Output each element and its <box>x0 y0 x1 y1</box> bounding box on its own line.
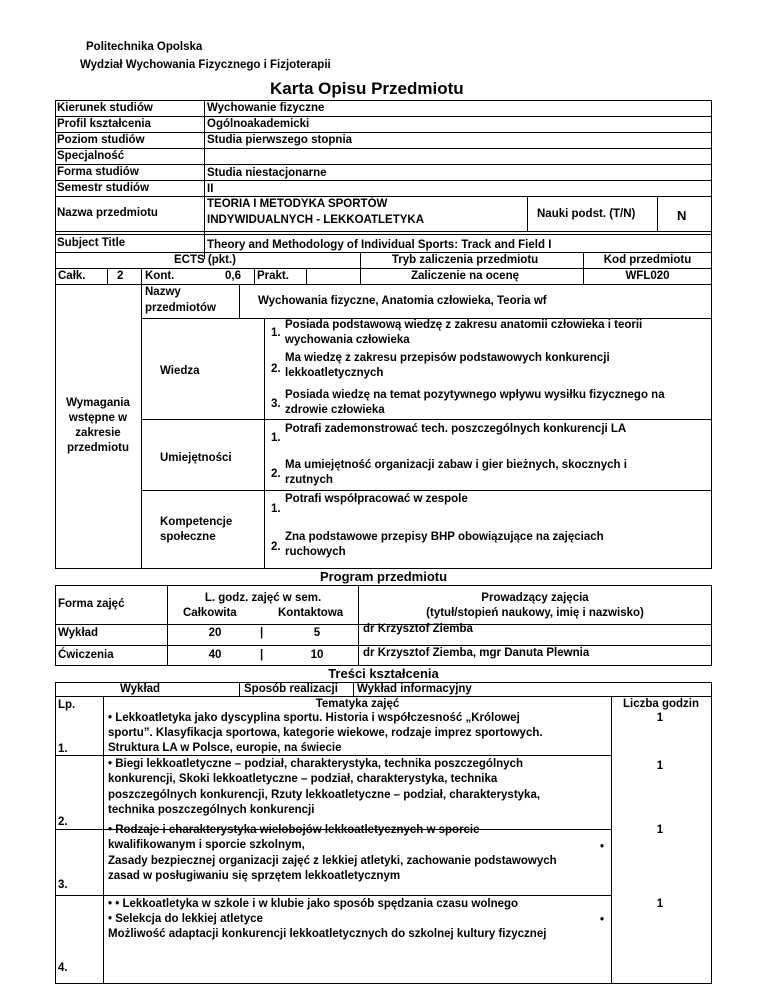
kierunek-value: Wychowanie fizyczne <box>207 102 325 114</box>
kompetencje-2-text2: ruchowych <box>285 546 346 558</box>
tresci-row-3-line3: Zasady bezpiecznej organizacji zajęć z lekkiej atletyki, zachowanie podstawowych <box>108 855 557 867</box>
kont-label: Kont. <box>145 270 175 282</box>
lp-header: Lp. <box>58 699 76 711</box>
calk-value: 2 <box>117 270 124 282</box>
umiejetnosci-1-num: 1. <box>271 432 281 444</box>
program-row-calk: 20 <box>208 627 222 639</box>
kompetencje-1-num: 1. <box>271 503 281 515</box>
wymagania-label-4: przedmiotu <box>67 442 129 454</box>
sposob-label: Sposób realizacji <box>244 683 338 695</box>
program-row-kont: 5 <box>313 627 321 639</box>
tresci-row-2-line4: technika poszczególnych konkurencji <box>108 804 315 816</box>
tematyka-header: Tematyka zajęć <box>315 698 400 710</box>
wiedza-1-text2: wychowania człowieka <box>285 334 410 346</box>
nazwa-przedmiotu-line1: TEORIA I METODYKA SPORTÓW <box>207 198 388 210</box>
tresci-row-1-line1: • Lekkoatletyka jako dyscyplina sportu. Historia i współczesność „Królowej <box>108 712 520 724</box>
wiedza-2-text: Ma wiedzę z zakresu przepisów podstawowych konkurencji <box>285 352 610 364</box>
kod-header: Kod przedmiotu <box>603 254 692 266</box>
tresci-row-2-line1: • Biegi lekkoatletyczne – podział, charakterystyka, technika poszczególnych <box>108 758 523 770</box>
tresci-row-4-line3: Możliwość adaptacji konkurencji lekkoatletycznych do szkolnej kultury fizycznej <box>108 928 547 940</box>
kierunek-label: Kierunek studiów <box>57 102 153 114</box>
sposob-value: Wykład informacyjny <box>357 683 472 695</box>
tresci-row-2-lp: 2. <box>58 816 68 828</box>
nauki-value: N <box>677 208 687 223</box>
poziom-value: Studia pierwszego stopnia <box>207 134 353 146</box>
kompetencje-label-2: społeczne <box>160 531 216 543</box>
program-title: Program przedmiotu <box>319 569 448 584</box>
university-name: Politechnika Opolska <box>86 41 203 53</box>
wiedza-label: Wiedza <box>160 365 200 377</box>
program-row-prow: dr Krzysztof Ziemba <box>363 623 473 635</box>
tresci-row-2-hours: 1 <box>656 760 664 772</box>
program-row-kont: 10 <box>310 649 324 661</box>
godz-header: L. godz. zajęć w sem. <box>204 592 322 604</box>
kod-value: WFL020 <box>625 270 670 282</box>
wiedza-3-num: 3. <box>271 398 281 410</box>
tryb-header: Tryb zaliczenia przedmiotu <box>391 254 539 266</box>
umiejetnosci-label: Umiejętności <box>160 452 232 464</box>
prowadzacy-header-2: (tytuł/stopień naukowy, imię i nazwisko) <box>426 607 644 619</box>
forma-zajec-label: Forma zajęć <box>58 598 125 610</box>
wiedza-3-text2: zdrowie człowieka <box>285 404 385 416</box>
tresci-row-3-lp: 3. <box>58 879 68 891</box>
nazwa-przedmiotu-line2: INDYWIDUALNYCH - LEKKOATLETYKA <box>207 214 424 226</box>
wiedza-3-text: Posiada wiedzę na temat pozytywnego wpływu wysiłku fizycznego na <box>285 389 665 401</box>
tresci-row-4-line1: • • Lekkoatletyka w szkole i w klubie jako sposób spędzania czasu wolnego <box>108 898 519 910</box>
profil-label: Profil kształcenia <box>57 118 151 130</box>
nazwy-label-line2: przedmiotów <box>145 302 216 314</box>
specjalnosc-label: Specjalność <box>57 150 125 162</box>
calkowita-header: Całkowita <box>183 607 237 619</box>
tryb-value: Zaliczenie na ocenę <box>410 270 519 282</box>
subject-title-label: Subject Title <box>57 237 126 249</box>
program-row-forma: Wykład <box>58 627 99 639</box>
program-row-forma: Ćwiczenia <box>58 649 114 661</box>
tresci-row-1-line3: Struktura LA w Polsce, europie, na świecie <box>108 742 342 754</box>
tresci-row-4-line2: • Selekcja do lekkiej atletyce <box>108 913 263 925</box>
kompetencje-1-text: Potrafi współpracować w zespole <box>285 493 468 505</box>
tresci-row-3-line4: zasad w posługiwaniu się sprzętem lekkoatletycznym <box>108 870 401 882</box>
wiedza-1-text: Posiada podstawową wiedzę z zakresu anatomii człowieka i teorii <box>285 319 643 331</box>
semestr-label: Semestr studiów <box>57 182 150 194</box>
subject-title-value: Theory and Methodology of Individual Sports: Track and Field I <box>207 239 552 251</box>
tresci-row-2-line2: konkurencji, Skoki lekkoatletyczne – podział, charakterystyka, technika <box>108 773 498 785</box>
wymagania-label-1: Wymagania <box>66 397 130 409</box>
ects-header: ECTS (pkt.) <box>174 254 236 266</box>
program-row-prow: dr Krzysztof Ziemba, mgr Danuta Plewnia <box>363 647 590 659</box>
tresci-row-3-bullet: • <box>600 841 605 853</box>
nazwa-przedmiotu-label: Nazwa przedmiotu <box>57 207 158 219</box>
tresci-row-1-lp: 1. <box>58 743 68 755</box>
prowadzacy-header-1: Prowadzący zajęcia <box>481 592 589 604</box>
forma-studiow-value: Studia niestacjonarne <box>207 167 327 179</box>
umiejetnosci-2-text: Ma umiejętność organizacji zabaw i gier bieżnych, skocznych i <box>285 459 627 471</box>
tresci-title: Treści kształcenia <box>328 666 439 681</box>
tresci-row-4-bullet: • <box>600 914 605 926</box>
kontaktowa-header: Kontaktowa <box>278 607 344 619</box>
program-row-calk: 40 <box>208 649 222 661</box>
kont-value: 0,6 <box>225 270 241 282</box>
profil-value: Ogólnoakademicki <box>207 118 310 130</box>
liczba-header: Liczba godzin <box>623 698 700 710</box>
tresci-row-4-hours: 1 <box>656 898 664 910</box>
tresci-wyklad-label: Wykład <box>120 683 161 695</box>
semestr-value: II <box>207 183 214 195</box>
kompetencje-2-num: 2. <box>271 541 281 553</box>
program-row-sep: | <box>260 627 264 639</box>
kompetencje-2-text: Zna podstawowe przepisy BHP obowiązujące na zajęciach <box>285 531 604 543</box>
program-row-sep: | <box>260 649 264 661</box>
wymagania-label-3: zakresie <box>75 427 121 439</box>
tresci-row-1-line2: sportu”. Klasyfikacja sportowa, kategorie wiekowe, rodzaje imprez sportowych. <box>108 727 543 739</box>
calk-label: Całk. <box>58 270 86 282</box>
wiedza-1-num: 1. <box>271 327 281 339</box>
tresci-row-3-hours: 1 <box>656 824 664 836</box>
tresci-row-2-line3: poszczególnych konkurencji, Rzuty lekkoatletyczne – podział, charakterystyka, <box>108 789 541 801</box>
umiejetnosci-1-text: Potrafi zademonstrować tech. poszczególnych konkurencji LA <box>285 423 627 435</box>
faculty-name: Wydział Wychowania Fizycznego i Fizjoterapii <box>80 59 331 71</box>
nazwy-value: Wychowania fizyczne, Anatomia człowieka, Teoria wf <box>258 295 547 307</box>
umiejetnosci-2-text2: rzutnych <box>285 474 333 486</box>
nazwy-label-line1: Nazwy <box>145 286 181 298</box>
tresci-row-3-line1: • Rodzaje i charakterystyka wielobojów lekkoatletycznych w sporcie <box>108 824 480 836</box>
tresci-row-4-lp: 4. <box>58 962 68 974</box>
wiedza-2-text2: lekkoatletycznych <box>285 367 384 379</box>
forma-studiow-label: Forma studiów <box>57 166 139 178</box>
kompetencje-label-1: Kompetencje <box>160 516 233 528</box>
nauki-label: Nauki podst. (T/N) <box>537 208 636 220</box>
umiejetnosci-2-num: 2. <box>271 468 281 480</box>
poziom-label: Poziom studiów <box>57 134 145 146</box>
prakt-label: Prakt. <box>257 270 289 282</box>
page-title: Karta Opisu Przedmiotu <box>270 79 464 98</box>
wymagania-label-2: wstępne w <box>68 412 128 424</box>
wiedza-2-num: 2. <box>271 363 281 375</box>
tresci-row-3-line2: kwalifikowanym i sporcie szkolnym, <box>108 839 305 851</box>
tresci-row-1-hours: 1 <box>656 712 664 724</box>
